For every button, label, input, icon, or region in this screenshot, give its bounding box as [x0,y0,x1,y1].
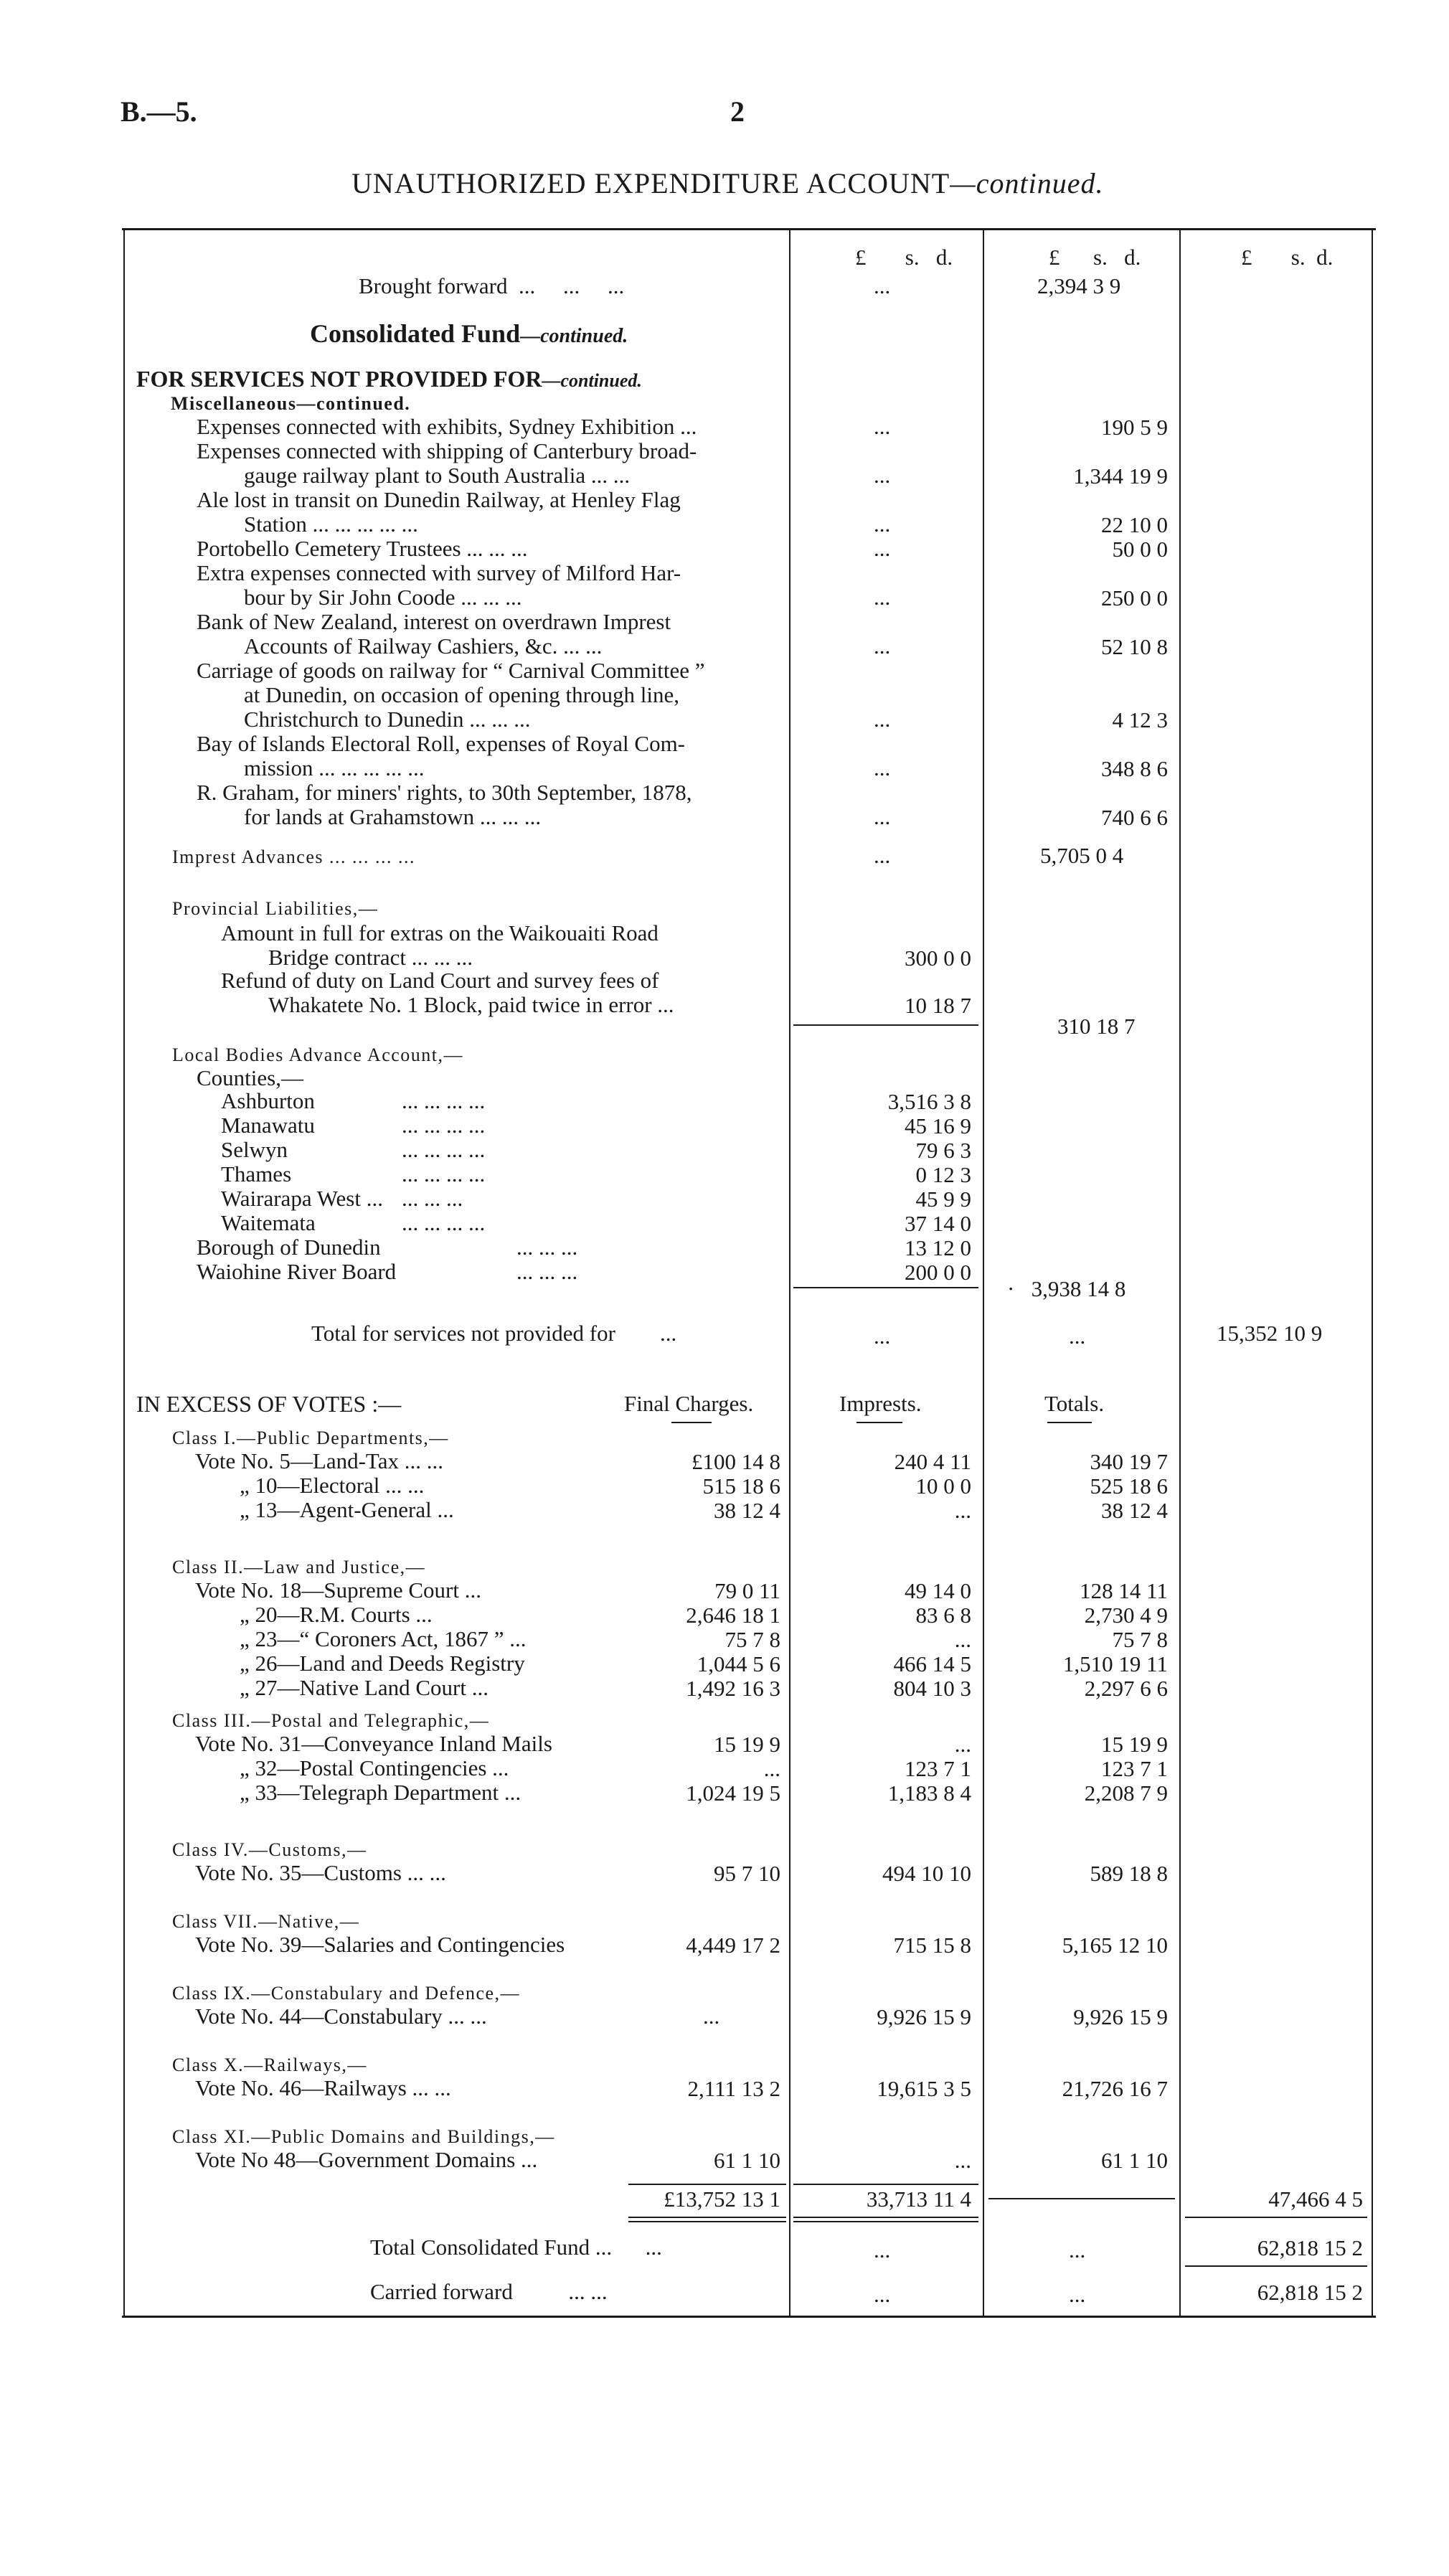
misc-item-line: for lands at Grahamstown ... ... ... [244,804,542,829]
excess-vote-label: „ 32—Postal Contingencies ... [240,1755,509,1780]
excess-vote-label: „ 33—Telegraph Department ... [240,1780,521,1805]
misc-item-col2: 250 0 0 [1101,585,1168,610]
misc-item-line: at Dunedin, on occasion of opening through line, [244,682,679,707]
excess-vote-label: Vote No. 31—Conveyance Inland Mails [195,1731,552,1756]
excess-vote-total: 21,726 16 7 [1062,2076,1168,2101]
excess-vote-label: Vote No. 18—Supreme Court ... [195,1577,481,1603]
carried-forward-col2: ... [1069,2282,1086,2307]
excess-vote-total: 340 19 7 [1090,1449,1168,1474]
final-total-rule-bottom-2 [628,2221,786,2222]
column-divider-2 [983,228,984,2317]
final-total-rule-bottom [628,2217,786,2218]
excess-vote-final: 95 7 10 [714,1861,780,1886]
excess-vote-imprest: 19,615 3 5 [877,2076,971,2101]
total-consolidated-col2: ... [1069,2237,1086,2263]
total-services-col1: ... [874,1324,891,1349]
county-amount: 3,516 3 8 [887,1089,971,1114]
totals-underline [1047,1422,1092,1423]
page-number: 2 [730,95,745,128]
table-top-rule [122,228,1376,230]
title-main: UNAUTHORIZED EXPENDITURE ACCOUNT [351,167,950,199]
excess-vote-total: 5,165 12 10 [1062,1933,1168,1958]
provincial-item-col1: 10 18 7 [905,993,971,1018]
title-continued: —continued. [950,167,1104,199]
county-name: Selwyn [221,1137,288,1162]
excess-vote-final: 515 18 6 [702,1473,780,1499]
column-divider-1 [789,228,790,2317]
total-consolidated-col1: ... [874,2237,891,2263]
county-name: Thames [221,1161,292,1186]
excess-vote-imprest: ... [954,1627,971,1652]
excess-vote-total: 15 19 9 [1101,1732,1168,1757]
excess-col-totals: Totals. [1044,1391,1105,1416]
misc-item-col2: 190 5 9 [1101,415,1168,440]
excess-vote-imprest: 10 0 0 [915,1473,971,1499]
imprests-total: 33,713 11 4 [866,2186,971,2212]
misc-item-line: Bank of New Zealand, interest on overdrawn Imprest [197,609,671,634]
imprest-total-rule-bottom-2 [793,2221,978,2222]
excess-vote-final: 38 12 4 [714,1498,780,1523]
col2-total-rule [988,2198,1175,2199]
table-left-border [123,228,125,2317]
excess-vote-final: 2,646 18 1 [686,1603,780,1628]
misc-item-col1: ... [874,463,891,488]
carried-forward-col3: 62,818 15 2 [1257,2280,1363,2305]
excess-vote-final: 75 7 8 [724,1627,780,1652]
misc-item-line: Ale lost in transit on Dunedin Railway, at Henley Flag [197,487,681,512]
county-dots: ... ... ... ... [402,1088,486,1113]
excess-heading: IN EXCESS OF VOTES :— [136,1391,402,1417]
imprest-total-rule-bottom [793,2217,978,2218]
misc-item-col2: 4 12 3 [1112,707,1168,732]
excess-vote-final: £100 14 8 [692,1449,780,1474]
misc-heading: Miscellaneous—continued. [171,393,411,414]
misc-item-col1: ... [874,511,891,537]
misc-item-line: Christchurch to Dunedin ... ... ... [244,707,531,732]
total-consolidated-col3: 62,818 15 2 [1257,2235,1363,2260]
table-right-border [1372,228,1373,2317]
excess-vote-label: Vote No. 39—Salaries and Contingencies [195,1932,565,1957]
brought-forward-col2: 2,394 3 9 [1037,273,1121,298]
misc-item-line: Expenses connected with exhibits, Sydney Exhibition ... [197,414,697,439]
county-dots: ... ... ... [402,1186,463,1211]
imprests-underline [856,1422,902,1423]
local-body-name: Borough of Dunedin [197,1235,381,1260]
local-body-amount: 200 0 0 [905,1260,971,1285]
excess-vote-total: 525 18 6 [1090,1473,1168,1499]
excess-vote-total: 61 1 10 [1101,2148,1168,2173]
excess-vote-label: „ 20—R.M. Courts ... [240,1602,433,1627]
total-consolidated-label: Total Consolidated Fund ... ... [370,2235,662,2260]
excess-vote-final: 4,449 17 2 [686,1933,780,1958]
excess-vote-final: 15 19 9 [714,1732,780,1757]
brought-forward-col1: ... [874,273,891,298]
column-divider-3 [1179,228,1181,2317]
provincial-subtotal-rule [793,1024,978,1026]
excess-col-imprests: Imprests. [839,1391,922,1416]
misc-item-col1: ... [874,804,891,829]
col3-header: £ s. d. [1241,245,1334,270]
provincial-item-line: Bridge contract ... ... ... [268,945,473,970]
final-underline [671,1422,712,1423]
county-name: Waitemata [221,1210,316,1235]
imprest-col1: ... [874,843,891,868]
total-consolidated-rule [1185,2265,1367,2267]
misc-item-line: Extra expenses connected with survey of Milford Har- [197,560,681,585]
local-body-dots: ... ... ... [516,1235,578,1260]
misc-item-col2: 740 6 6 [1101,805,1168,830]
col1-header: £ s. d. [855,245,953,270]
excess-vote-imprest: ... [954,2148,971,2173]
excess-col3-total: 47,466 4 5 [1268,2186,1363,2212]
excess-vote-total: 2,297 6 6 [1084,1676,1168,1701]
county-amount: 37 14 0 [905,1211,971,1236]
county-dots: ... ... ... ... [402,1137,486,1162]
imprest-label: Imprest Advances ... ... ... ... [172,846,416,867]
excess-vote-total: 2,208 7 9 [1084,1780,1168,1806]
excess-class-heading: Class IV.—Customs,— [172,1839,367,1860]
misc-item-line: Station ... ... ... ... ... [244,511,418,537]
brought-forward-label: Brought forward ... ... ... [359,273,625,298]
excess-vote-imprest: 240 4 11 [894,1449,971,1474]
excess-vote-total: 75 7 8 [1112,1627,1168,1652]
misc-item-col2: 52 10 8 [1101,634,1168,659]
misc-item-col2: 348 8 6 [1101,756,1168,781]
imprest-col2: 5,705 0 4 [1040,843,1124,868]
local-body-name: Waiohine River Board [197,1259,397,1284]
provincial-item-line: Refund of duty on Land Court and survey fees of [221,968,659,993]
excess-vote-final: 2,111 13 2 [687,2076,780,2101]
excess-vote-total: 2,730 4 9 [1084,1603,1168,1628]
excess-vote-total: 38 12 4 [1101,1498,1168,1523]
counties-label: Counties,— [197,1065,303,1090]
excess-vote-final: 1,024 19 5 [686,1780,780,1806]
excess-vote-label: Vote No. 46—Railways ... ... [195,2075,451,2100]
misc-item-col2: 1,344 19 9 [1073,463,1168,489]
excess-vote-imprest: 49 14 0 [905,1578,971,1603]
excess-col-final: Final Charges. [624,1391,754,1416]
excess-vote-total: 123 7 1 [1101,1756,1168,1781]
excess-vote-label: „ 27—Native Land Court ... [240,1675,488,1700]
excess-vote-label: „ 23—“ Coroners Act, 1867 ” ... [240,1626,527,1651]
excess-vote-imprest: 715 15 8 [893,1933,971,1958]
services-heading: FOR SERVICES NOT PROVIDED FOR—continued. [136,366,642,392]
county-name: Manawatu [221,1113,315,1138]
provincial-heading: Provincial Liabilities,— [172,898,379,919]
excess-vote-final: 1,044 5 6 [697,1651,780,1676]
excess-vote-imprest: 123 7 1 [905,1756,971,1781]
final-charges-total: £13,752 13 1 [664,2186,780,2212]
excess-vote-final: ... [763,1756,780,1781]
excess-vote-imprest: 494 10 10 [882,1861,971,1886]
county-name: Ashburton [221,1088,315,1113]
excess-class-heading: Class XI.—Public Domains and Buildings,— [172,2126,555,2147]
excess-vote-total: 9,926 15 9 [1073,2004,1168,2029]
local-bodies-heading: Local Bodies Advance Account,— [172,1044,464,1065]
excess-vote-total: 1,510 19 11 [1062,1651,1168,1676]
county-amount: 0 12 3 [915,1162,971,1187]
county-amount: 45 16 9 [905,1113,971,1138]
provincial-total: 310 18 7 [1057,1014,1136,1039]
misc-item-col1: ... [874,755,891,780]
total-services-col2: ... [1069,1324,1086,1349]
misc-item-col1: ... [874,536,891,561]
carried-forward-label: Carried forward ... ... [370,2279,608,2304]
misc-item-col1: ... [874,585,891,610]
excess-vote-final-dots: ... [703,2004,720,2029]
misc-item-col1: ... [874,707,891,732]
misc-item-line: Expenses connected with shipping of Canterbury broad- [197,438,697,463]
misc-item-col2: 50 0 0 [1112,537,1168,562]
table-bottom-rule [122,2316,1376,2318]
excess-class-heading: Class VII.—Native,— [172,1911,360,1932]
misc-item-col1: ... [874,414,891,439]
excess-class-heading: Class III.—Postal and Telegraphic,— [172,1710,490,1731]
excess-vote-final: 1,492 16 3 [686,1676,780,1701]
misc-item-line: bour by Sir John Coode ... ... ... [244,585,522,610]
excess-vote-imprest: 1,183 8 4 [887,1780,971,1806]
excess-vote-imprest: 83 6 8 [915,1603,971,1628]
excess-vote-label: Vote No. 5—Land-Tax ... ... [195,1448,443,1473]
county-dots: ... ... ... ... [402,1210,486,1235]
document-reference: B.—5. [121,95,197,128]
excess-vote-label: Vote No. 44—Constabulary ... ... [195,2004,487,2029]
excess-vote-total: 589 18 8 [1090,1861,1168,1886]
col2-header: £ s. d. [1049,245,1141,270]
excess-class-heading: Class X.—Railways,— [172,2054,367,2075]
county-dots: ... ... ... ... [402,1113,486,1138]
county-name: Wairarapa West ... [221,1186,383,1211]
excess-vote-final: 61 1 10 [714,2148,780,2173]
misc-item-line: Accounts of Railway Cashiers, &c. ... ... [244,633,603,659]
final-total-rule-top [628,2184,786,2185]
misc-item-line: gauge railway plant to South Australia ... ... [244,463,631,488]
provincial-item-col1: 300 0 0 [905,945,971,971]
col3-total-rule [1185,2217,1367,2218]
excess-vote-imprest: 9,926 15 9 [877,2004,971,2029]
local-total: · 3,938 14 8 [1007,1276,1126,1301]
fund-heading: Consolidated Fund—continued. [310,319,628,348]
misc-item-col1: ... [874,633,891,659]
local-body-dots: ... ... ... [516,1259,578,1284]
page-title [351,166,1103,200]
excess-class-heading: Class IX.—Constabulary and Defence,— [172,1983,521,2004]
provincial-item-line: Whakatete No. 1 Block, paid twice in error ... [268,992,674,1017]
excess-vote-imprest: ... [954,1732,971,1757]
misc-item-line: Carriage of goods on railway for “ Carnival Committee ” [197,658,705,683]
carried-forward-col1: ... [874,2282,891,2307]
excess-vote-label: „ 10—Electoral ... ... [240,1473,425,1498]
total-services-label: Total for services not provided for ... [311,1321,677,1346]
excess-vote-imprest: 466 14 5 [893,1651,971,1676]
excess-vote-label: Vote No. 35—Customs ... ... [195,1860,446,1885]
excess-vote-total: 128 14 11 [1080,1578,1168,1603]
local-subtotal-rule [793,1287,978,1288]
excess-vote-final: 79 0 11 [714,1578,780,1603]
misc-item-line: mission ... ... ... ... ... [244,755,425,780]
misc-item-line: Portobello Cemetery Trustees ... ... ... [197,536,528,561]
county-dots: ... ... ... ... [402,1161,486,1186]
county-amount: 79 6 3 [915,1138,971,1163]
misc-item-line: R. Graham, for miners' rights, to 30th September, 1878, [197,780,692,805]
misc-item-col2: 22 10 0 [1101,512,1168,537]
excess-vote-label: Vote No 48—Government Domains ... [195,2147,538,2172]
county-amount: 45 9 9 [915,1186,971,1212]
excess-vote-imprest: 804 10 3 [893,1676,971,1701]
excess-class-heading: Class II.—Law and Justice,— [172,1557,426,1577]
excess-vote-label: „ 26—Land and Deeds Registry [240,1651,525,1676]
excess-vote-imprest: ... [954,1498,971,1523]
excess-vote-label: „ 13—Agent-General ... [240,1497,454,1522]
local-body-amount: 13 12 0 [905,1235,971,1260]
imprest-total-rule-top [793,2184,978,2185]
provincial-item-line: Amount in full for extras on the Waikouaiti Road [221,920,659,945]
excess-class-heading: Class I.—Public Departments,— [172,1428,449,1448]
misc-item-line: Bay of Islands Electoral Roll, expenses of Royal Com- [197,731,686,756]
total-services-col3: 15,352 10 9 [1217,1321,1323,1346]
